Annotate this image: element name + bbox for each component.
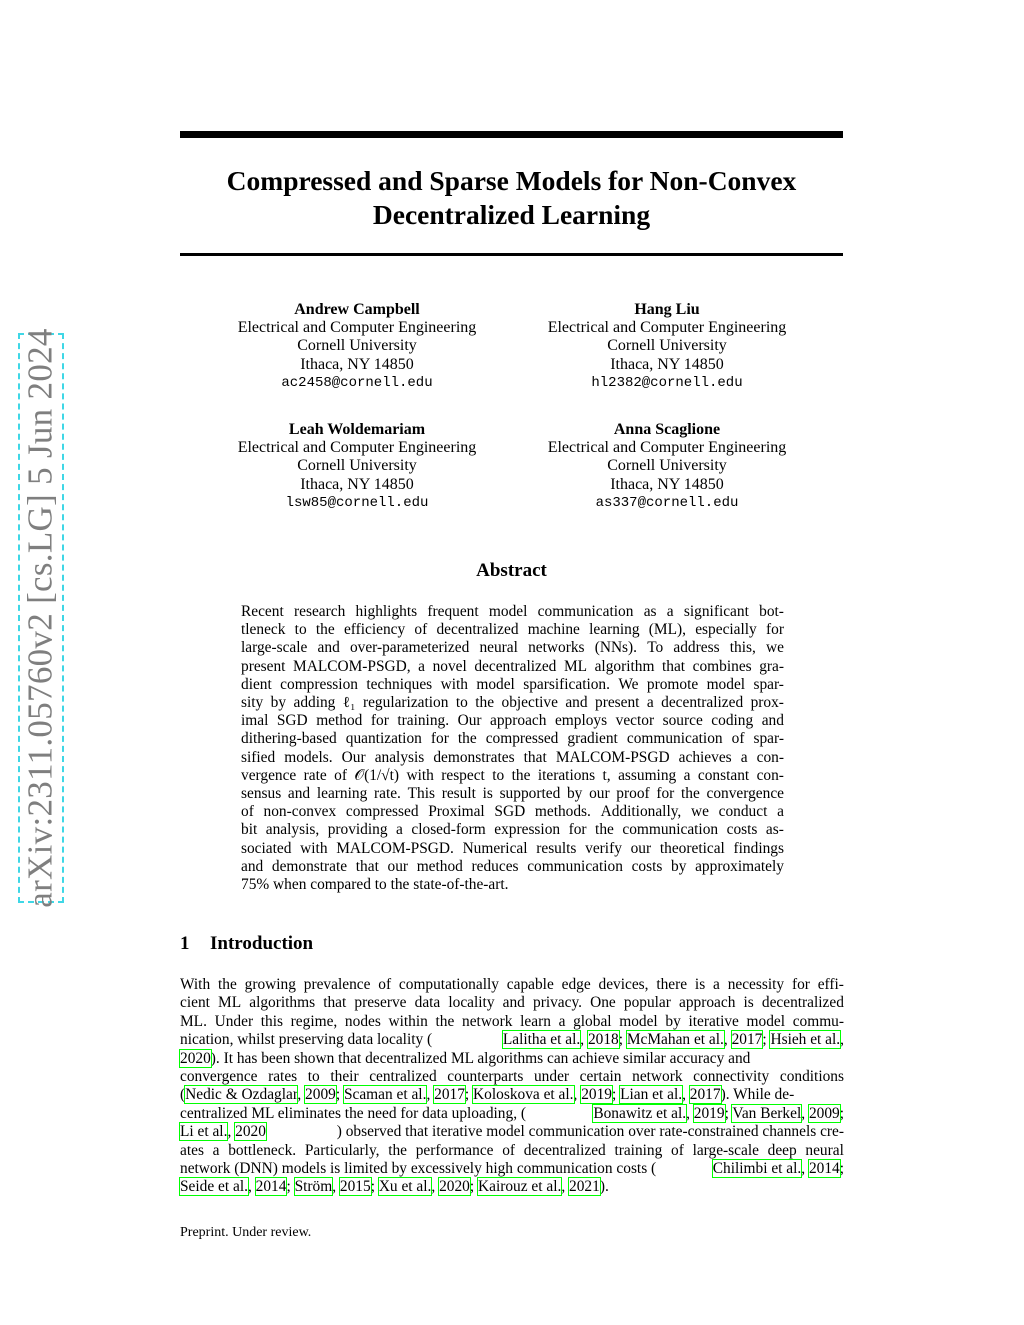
intro-citations: Bonawitz et al., 2019; Van Berkel, 2009; (593, 1104, 844, 1122)
citation-year-link[interactable]: 2015 (339, 1178, 371, 1196)
author-block-3 (207, 421, 507, 513)
abstract-line: sified models. Our analysis demonstrates that MALCOM-PSGD achieves a con- (241, 748, 784, 766)
citation-year-link[interactable]: 2017 (434, 1086, 465, 1104)
author-email: hl2382@cornell.edu (591, 374, 743, 391)
citation-year-link[interactable]: 2017 (689, 1086, 721, 1104)
citation-year-link[interactable]: 2009 (305, 1086, 336, 1104)
author-department: Electrical and Computer Engineering (237, 319, 477, 337)
author-department: Electrical and Computer Engineering (547, 439, 787, 457)
citation-year-link[interactable]: 2020 (180, 1049, 211, 1067)
intro-citations: Lalitha et al., 2018; McMahan et al., 2017; Hsieh et al., (502, 1031, 844, 1049)
title-line-1: Compressed and Sparse Models for Non-Convex (226, 165, 797, 196)
citation-year-link[interactable]: 2020 (235, 1123, 266, 1141)
abstract-line: sity by adding ℓ₁ regularization to the objective and present a decentralized prox- (241, 694, 784, 712)
abstract-line: 75% when compared to the state-of-the-art. (241, 876, 509, 894)
author-address: Ithaca, NY 14850 (300, 355, 414, 373)
citation-year-link[interactable]: 2014 (255, 1178, 287, 1196)
author-address: Ithaca, NY 14850 (610, 475, 724, 493)
intro-citations: Li et al., 2020 (180, 1123, 266, 1141)
abstract-line: dient compression techniques with model sparsification. We promote model spar- (241, 675, 784, 693)
abstract-line: imal SGD method for training. Our approach employs vector source coding and (241, 712, 784, 730)
citation-link[interactable]: Bonawitz et al. (593, 1104, 687, 1122)
abstract-line: tleneck to the efficiency of decentralized machine learning (ML), especially for (241, 621, 784, 639)
intro-line (180, 1105, 844, 1123)
intro-line: cient ML algorithms that preserve data locality and privacy. One popular approach is decentralized (180, 994, 844, 1012)
paper-title (180, 164, 843, 232)
citation-year-link[interactable]: 2019 (693, 1104, 725, 1122)
abstract-line: of non-convex compressed Proximal SGD methods. Additionally, we conduct a (241, 803, 784, 821)
abstract-line: bit analysis, providing a closed-form expression for the communication costs as- (241, 821, 784, 839)
intro-line (180, 1123, 844, 1141)
citation-link[interactable]: Koloskova et al. (473, 1086, 574, 1104)
abstract-line: dithering-based quantization for the compressed gradient communication of spar- (241, 730, 784, 748)
citation-year-link[interactable]: 2014 (808, 1160, 840, 1178)
intro-line: ML. Under this regime, nodes within the network learn a global model by iterative model commu- (180, 1012, 844, 1030)
title-rule-top (180, 131, 843, 138)
citation-link[interactable]: Xu et al. (378, 1178, 432, 1196)
abstract-line: Recent research highlights frequent model communication as a significant bot- (241, 603, 784, 620)
abstract-line: and demonstrate that our method reduces communication costs by approximately (241, 857, 784, 875)
author-name: Hang Liu (634, 301, 700, 318)
citation-year-link[interactable]: 2020 (439, 1178, 470, 1196)
author-email: as337@cornell.edu (595, 494, 739, 511)
intro-line: Seide et al., 2014; Ström, 2015; Xu et al., 2020; Kairouz et al., 2021). (180, 1178, 609, 1196)
author-department: Electrical and Computer Engineering (237, 439, 477, 457)
intro-line: ates a bottleneck. Particularly, the performance of decentralized training of large-scale deep neural (180, 1141, 844, 1159)
section-heading-introduction (180, 933, 313, 955)
author-name: Leah Woldemariam (288, 421, 426, 438)
author-name: Anna Scaglione (613, 421, 721, 438)
citation-year-link[interactable]: 2009 (808, 1104, 840, 1122)
author-block-2 (517, 301, 817, 393)
intro-text: network (DNN) models is limited by excessively high communication costs ( (180, 1160, 657, 1178)
title-rule-bottom (180, 253, 843, 256)
author-university: Cornell University (297, 337, 417, 355)
citation-link[interactable]: Chilimbi et al. (712, 1160, 802, 1178)
abstract-heading: Abstract (476, 560, 547, 581)
author-address: Ithaca, NY 14850 (610, 355, 724, 373)
author-name: Andrew Campbell (294, 301, 420, 318)
author-university: Cornell University (297, 457, 417, 475)
intro-citations: Chilimbi et al., 2014; (712, 1160, 844, 1178)
intro-text: ) observed that iterative model communication over rate-constrained channels cre- (336, 1123, 844, 1141)
intro-line: With the growing prevalence of computationally capable edge devices, there is a necessity for effi- (180, 976, 844, 993)
introduction-body (180, 976, 844, 1197)
intro-line (180, 1160, 844, 1178)
citation-link[interactable]: Li et al. (180, 1123, 228, 1141)
citation-link[interactable]: Hsieh et al. (770, 1031, 841, 1049)
author-block-4 (517, 421, 817, 513)
citation-year-link[interactable]: 2019 (581, 1086, 612, 1104)
citation-year-link[interactable]: 2017 (731, 1031, 763, 1049)
author-email: ac2458@cornell.edu (281, 374, 433, 391)
citation-year-link[interactable]: 2021 (569, 1178, 600, 1196)
preprint-footer: Preprint. Under review. (180, 1225, 312, 1240)
abstract-body (241, 603, 784, 894)
citation-link[interactable]: Lalitha et al. (502, 1031, 581, 1049)
intro-text: centralized ML eliminates the need for data uploading, ( (180, 1104, 527, 1122)
section-number: 1 (180, 933, 190, 954)
abstract-line: present MALCOM-PSGD, a novel decentralized ML algorithm that combines gra- (241, 657, 784, 675)
intro-line (180, 1031, 844, 1049)
author-block-1 (207, 301, 507, 393)
citation-link[interactable]: Ström (294, 1178, 333, 1196)
intro-line: convergence rates to their centralized counterparts under certain network connectivity conditions (180, 1068, 844, 1086)
citation-link[interactable]: Van Berkel (732, 1104, 802, 1122)
citation-year-link[interactable]: 2018 (587, 1031, 619, 1049)
intro-text: nication, whilst preserving data locality ( (180, 1031, 433, 1049)
arxiv-identifier-stamp[interactable] (18, 328, 64, 908)
author-email: lsw85@cornell.edu (285, 494, 429, 511)
citation-link[interactable]: Kairouz et al. (478, 1178, 562, 1196)
citation-link[interactable]: Scaman et al. (343, 1086, 427, 1104)
abstract-line: vergence rate of 𝒪(1/√t) with respect to the iterations t, assuming a constant con- (241, 766, 784, 784)
citation-link[interactable]: Nedic & Ozdaglar (185, 1086, 298, 1104)
section-title: Introduction (210, 933, 314, 954)
abstract-line: large-scale and over-parameterized neural networks (NNs). To address this, we (241, 639, 784, 657)
arxiv-identifier-text: arXiv:2311.05760v2 [cs.LG] 5 Jun 2024 (21, 328, 60, 908)
intro-text: ). While de- (720, 1086, 795, 1104)
author-university: Cornell University (607, 457, 727, 475)
title-line-2: Decentralized Learning (372, 199, 651, 230)
author-university: Cornell University (607, 337, 727, 355)
author-department: Electrical and Computer Engineering (547, 319, 787, 337)
intro-line: (Nedic & Ozdaglar, 2009; Scaman et al., 2017; Koloskova et al., 2019; Lian et al., 2017). While de- (180, 1086, 795, 1104)
citation-link[interactable]: Seide et al. (180, 1178, 248, 1196)
citation-link[interactable]: McMahan et al. (626, 1031, 724, 1049)
abstract-line: sociated with MALCOM-PSGD. Numerical results verify our theoretical findings (241, 839, 784, 857)
abstract-line: sensus and learning rate. This result is supported by our proof for the convergence (241, 785, 784, 803)
citation-link[interactable]: Lian et al. (620, 1086, 683, 1104)
intro-text: ). It has been shown that decentralized ML algorithms can achieve similar accuracy and (210, 1049, 751, 1067)
intro-text: ). (599, 1178, 609, 1196)
intro-line (180, 1050, 844, 1068)
author-address: Ithaca, NY 14850 (300, 475, 414, 493)
